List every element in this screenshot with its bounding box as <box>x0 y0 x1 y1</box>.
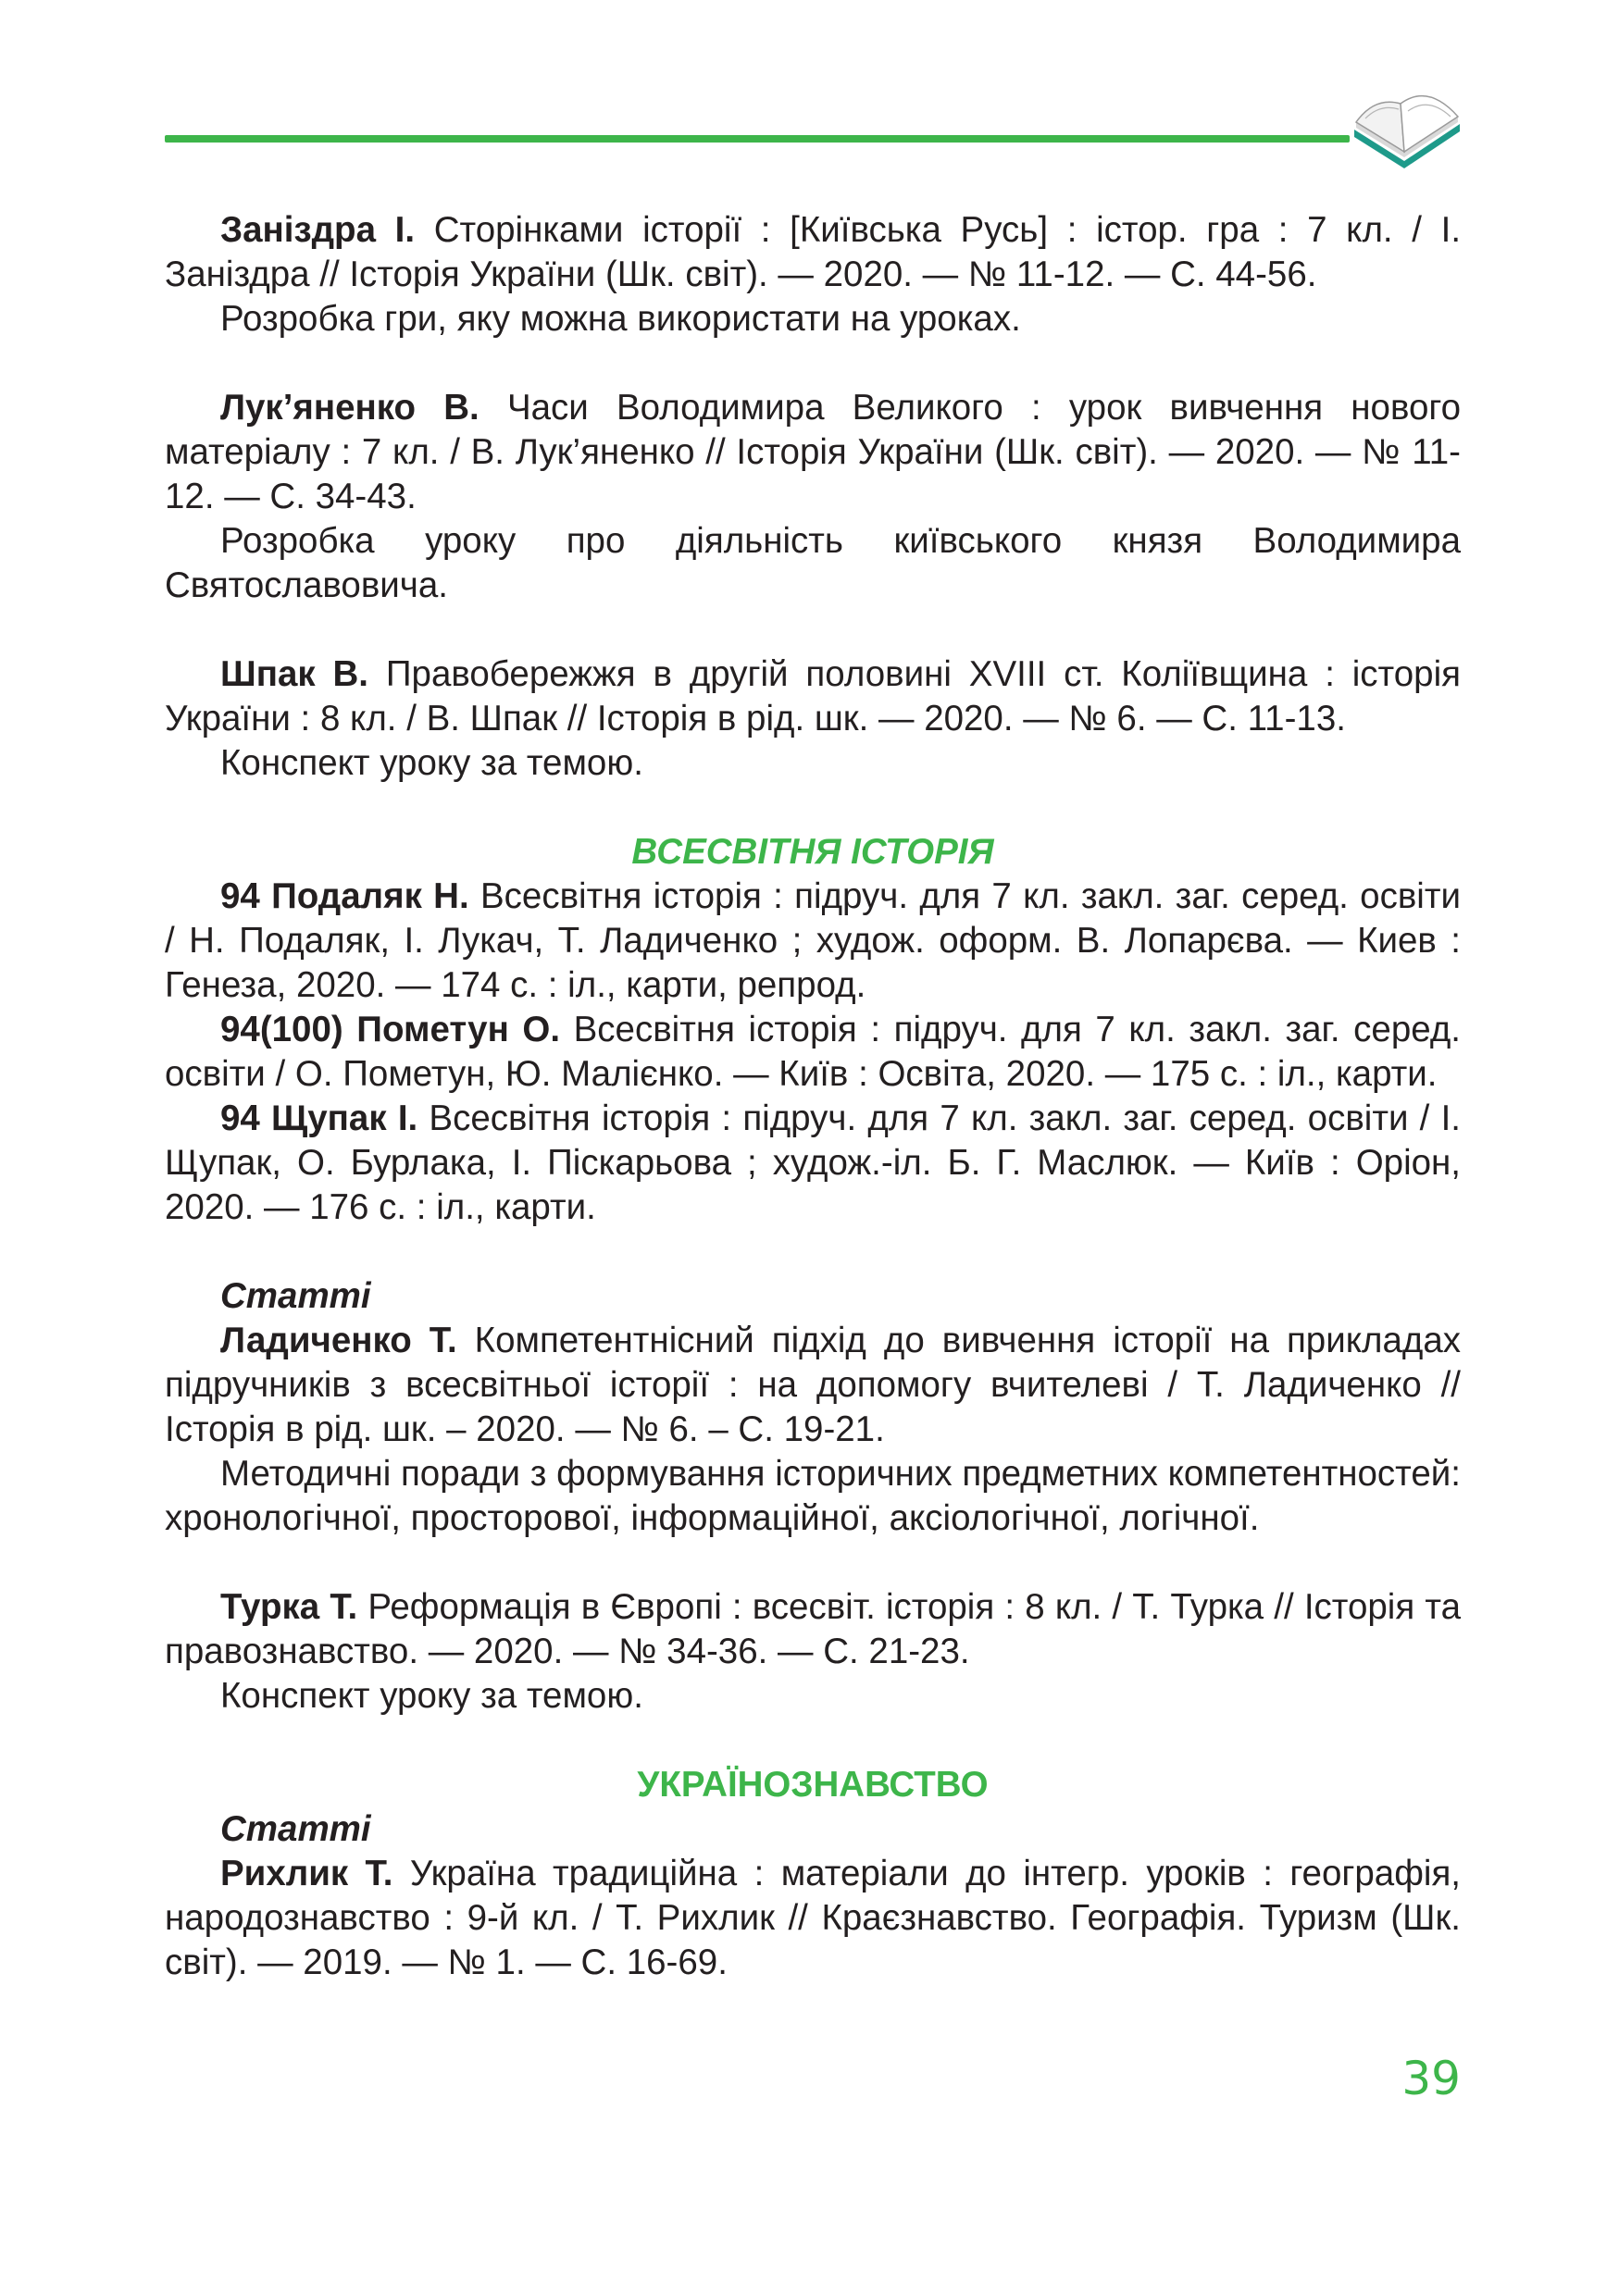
entry-lukianenko <box>165 386 1461 519</box>
entry-text: Правобережжя в другій половині XVIII ст. Коліївщина : історія України : 8 кл. / В. Шпак // Історія в рід. шк. — 2020. — № 6. — С. 11-13. <box>165 654 1461 738</box>
entry-author: 94(100) Пометун О. <box>220 1010 561 1049</box>
entry-shchupak <box>165 1097 1461 1230</box>
entry-pometun <box>165 1008 1461 1097</box>
header-rule <box>165 135 1350 143</box>
entry-author: Лук’яненко В. <box>220 388 479 428</box>
entry-rykhlyk <box>165 1852 1461 1985</box>
entry-ladychenko <box>165 1319 1461 1452</box>
entry-text: Всесвітня історія : підруч. для 7 кл. закл. заг. серед. освіти / О. Пометун, Ю. Малієнко. — Київ : Освіта, 2020. — 175 с. : іл., карти. <box>165 1010 1461 1094</box>
entry-note: Методичні поради з формування історичних предметних компетентностей: хронологічної, просторової, інформаційної, аксіологічної, логічної. <box>165 1454 1461 1538</box>
entry-note: Розробка гри, яку можна використати на уроках. <box>220 299 1021 339</box>
entry-text: Всесвітня історія : підруч. для 7 кл. закл. заг. серед. освіти / І. Щупак, О. Бурлака, І. Піскарьова ; худож.-іл. Б. Г. Маслюк. — Київ : Оріон, 2020. — 176 с. : іл., карти. <box>165 1098 1461 1227</box>
entry-text: Всесвітня історія : підруч. для 7 кл. закл. заг. серед. освіти / Н. Подаляк, І. Лукач, Т. Ладиченко ; худож. оформ. В. Лопарєва. — Киев : Генеза, 2020. — 174 с. : іл., карти, репрод. <box>165 876 1461 1005</box>
entry-author: 94 Щупак І. <box>220 1098 418 1138</box>
entry-note: Конспект уроку за темою. <box>220 743 643 783</box>
section-title-ukrainian-studies: УКРАЇНОЗНАВСТВО <box>637 1765 989 1805</box>
bibliography <box>165 208 1461 1985</box>
entry-shpak <box>165 652 1461 741</box>
entry-author: 94 Подаляк Н. <box>220 876 469 916</box>
entry-text: Реформація в Європі : всесвіт. історія : 8 кл. / Т. Турка // Історія та правознавство. — 2020. — № 34-36. — С. 21-23. <box>165 1587 1461 1671</box>
entry-zanizdra <box>165 208 1461 297</box>
entry-author: Турка Т. <box>220 1587 358 1627</box>
entry-text: Сторінками історії : [Київська Русь] : істор. гра : 7 кл. / І. Заніздра // Історія України (Шк. світ). — 2020. — № 11-12. — С. 44-56. <box>165 210 1462 294</box>
entry-text: Часи Володимира Великого : урок вивчення нового матеріалу : 7 кл. / В. Лук’яненко // Історія України (Шк. світ). — 2020. — № 11-12. — С. 34-43. <box>165 388 1461 516</box>
entry-text: Компетентнісний підхід до вивчення історії на прикладах підручників з всесвітньої історії : на допомогу вчителеві / Т. Ладиченко // Історія в рід. шк. – 2020. — № 6. – С. 19-21. <box>165 1321 1462 1449</box>
entry-note: Розробка уроку про діяльність київського князя Володимира Святославовича. <box>165 521 1461 605</box>
entry-author: Шпак В. <box>220 654 368 694</box>
entry-author: Рихлик Т. <box>220 1854 393 1893</box>
section-title-world-history: ВСЕСВІТНЯ ІСТОРІЯ <box>631 832 994 872</box>
open-book-icon <box>1347 76 1467 168</box>
entry-author: Ладиченко Т. <box>220 1321 457 1360</box>
subheading-articles: Статті <box>220 1276 371 1316</box>
entry-text: Україна традиційна : матеріали до інтегр. уроків : географія, народознавство : 9-й кл. / Т. Рихлик // Краєзнавство. Географія. Туризм (Шк. світ). — 2019. — № 1. — С. 16-69. <box>165 1854 1461 1982</box>
entry-note: Конспект уроку за темою. <box>220 1676 643 1716</box>
subheading-articles: Статті <box>220 1809 371 1849</box>
entry-author: Заніздра І. <box>220 210 416 250</box>
page-number: 39 <box>1401 2052 1461 2105</box>
entry-podaliak <box>165 875 1461 1008</box>
entry-turka <box>165 1585 1461 1674</box>
